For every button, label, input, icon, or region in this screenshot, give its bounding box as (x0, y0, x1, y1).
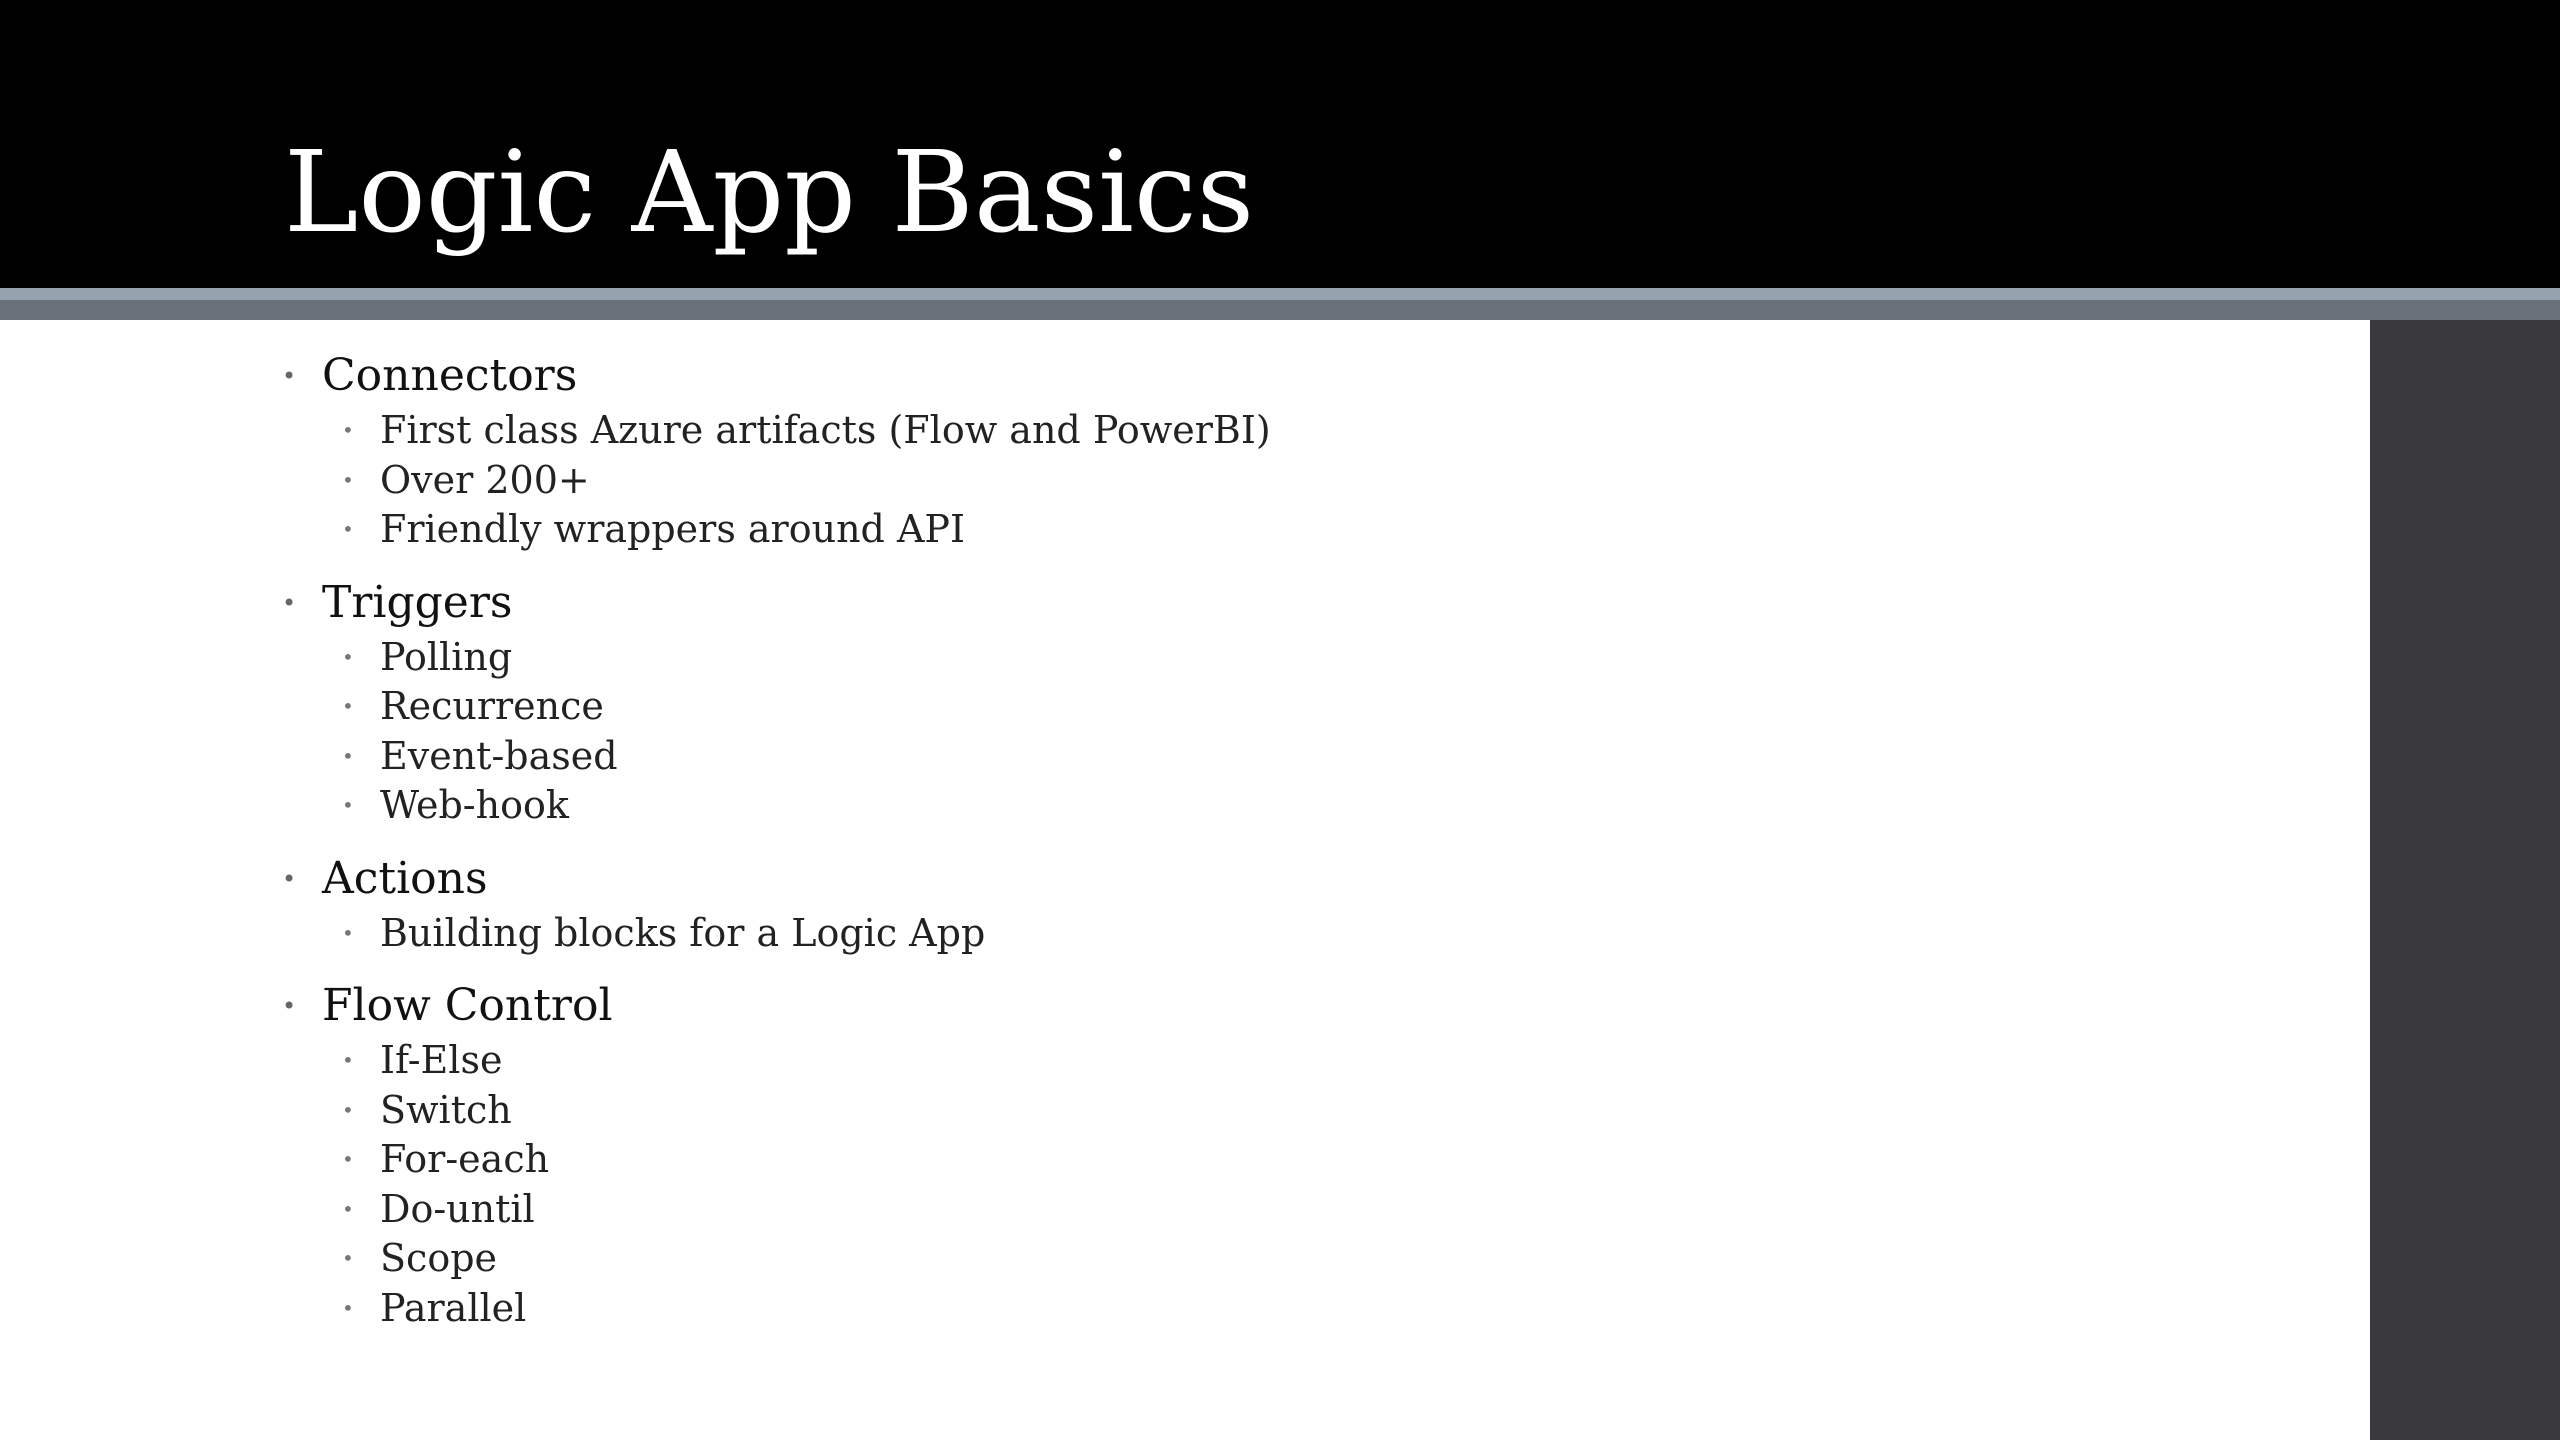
section-heading-text: Flow Control (322, 980, 613, 1031)
bullet-icon: • (282, 864, 297, 893)
list-item (282, 406, 2322, 456)
section-heading (282, 849, 2322, 909)
list-item-text: Do-until (380, 1186, 535, 1231)
section-heading-text: Actions (322, 852, 488, 904)
list-item (282, 909, 2322, 959)
list-item (282, 1135, 2322, 1185)
list-item (282, 456, 2322, 506)
list-item (282, 1234, 2322, 1284)
list-item-text: Polling (380, 634, 513, 679)
side-panel (2370, 320, 2560, 1440)
section-actions (282, 849, 2322, 959)
list-item-text: Scope (380, 1236, 498, 1280)
bullet-icon: • (282, 588, 297, 617)
list-item-text: Web-hook (380, 783, 569, 827)
accent-rule-light (0, 288, 2560, 300)
bullet-icon: • (342, 1246, 354, 1270)
list-item-text: Event-based (380, 733, 618, 778)
bullet-icon: • (342, 644, 354, 669)
bullet-icon: • (342, 517, 354, 541)
bullet-icon: • (342, 920, 354, 945)
section-heading-text: Triggers (322, 576, 513, 628)
section-items (282, 1036, 2322, 1333)
list-item-text: Parallel (380, 1285, 527, 1330)
list-item (282, 1185, 2322, 1235)
section-heading (282, 346, 2322, 406)
list-item (282, 1086, 2322, 1136)
bullet-icon: • (342, 694, 354, 718)
section-connectors (282, 346, 2322, 555)
list-item (282, 732, 2322, 782)
list-item-text: For-each (380, 1137, 550, 1181)
section-items (282, 406, 2322, 555)
bullet-icon: • (342, 743, 354, 768)
bullet-icon: • (342, 793, 354, 817)
bullet-icon: • (342, 1097, 354, 1122)
bullet-icon: • (342, 1295, 354, 1320)
bullet-icon: • (342, 1147, 354, 1171)
section-items (282, 909, 2322, 959)
list-item (282, 781, 2322, 831)
bullet-icon: • (282, 362, 297, 390)
list-item-text: Switch (380, 1087, 512, 1132)
section-triggers (282, 573, 2322, 831)
list-item (282, 505, 2322, 555)
section-heading-text: Connectors (322, 350, 578, 401)
section-items (282, 633, 2322, 831)
bullet-icon: • (342, 467, 354, 492)
list-item (282, 1284, 2322, 1334)
bullet-icon: • (342, 1048, 354, 1072)
bullet-content (282, 346, 2322, 1351)
list-item-text: Over 200+ (380, 457, 590, 502)
list-item (282, 1036, 2322, 1086)
section-heading (282, 976, 2322, 1036)
list-item-text: Building blocks for a Logic App (380, 910, 986, 955)
list-item-text: First class Azure artifacts (Flow and PowerBI) (380, 408, 1271, 452)
bullet-icon: • (282, 992, 297, 1020)
list-item (282, 682, 2322, 732)
bullet-icon: • (342, 1196, 354, 1221)
section-flow-control (282, 976, 2322, 1333)
list-item (282, 633, 2322, 683)
list-item-text: Recurrence (380, 684, 604, 728)
accent-rule-dark (0, 300, 2560, 320)
section-heading (282, 573, 2322, 633)
bullet-icon: • (342, 418, 354, 442)
slide-title: Logic App Basics (284, 128, 1255, 258)
list-item-text: Friendly wrappers around API (380, 507, 965, 551)
list-item-text: If-Else (380, 1038, 503, 1082)
